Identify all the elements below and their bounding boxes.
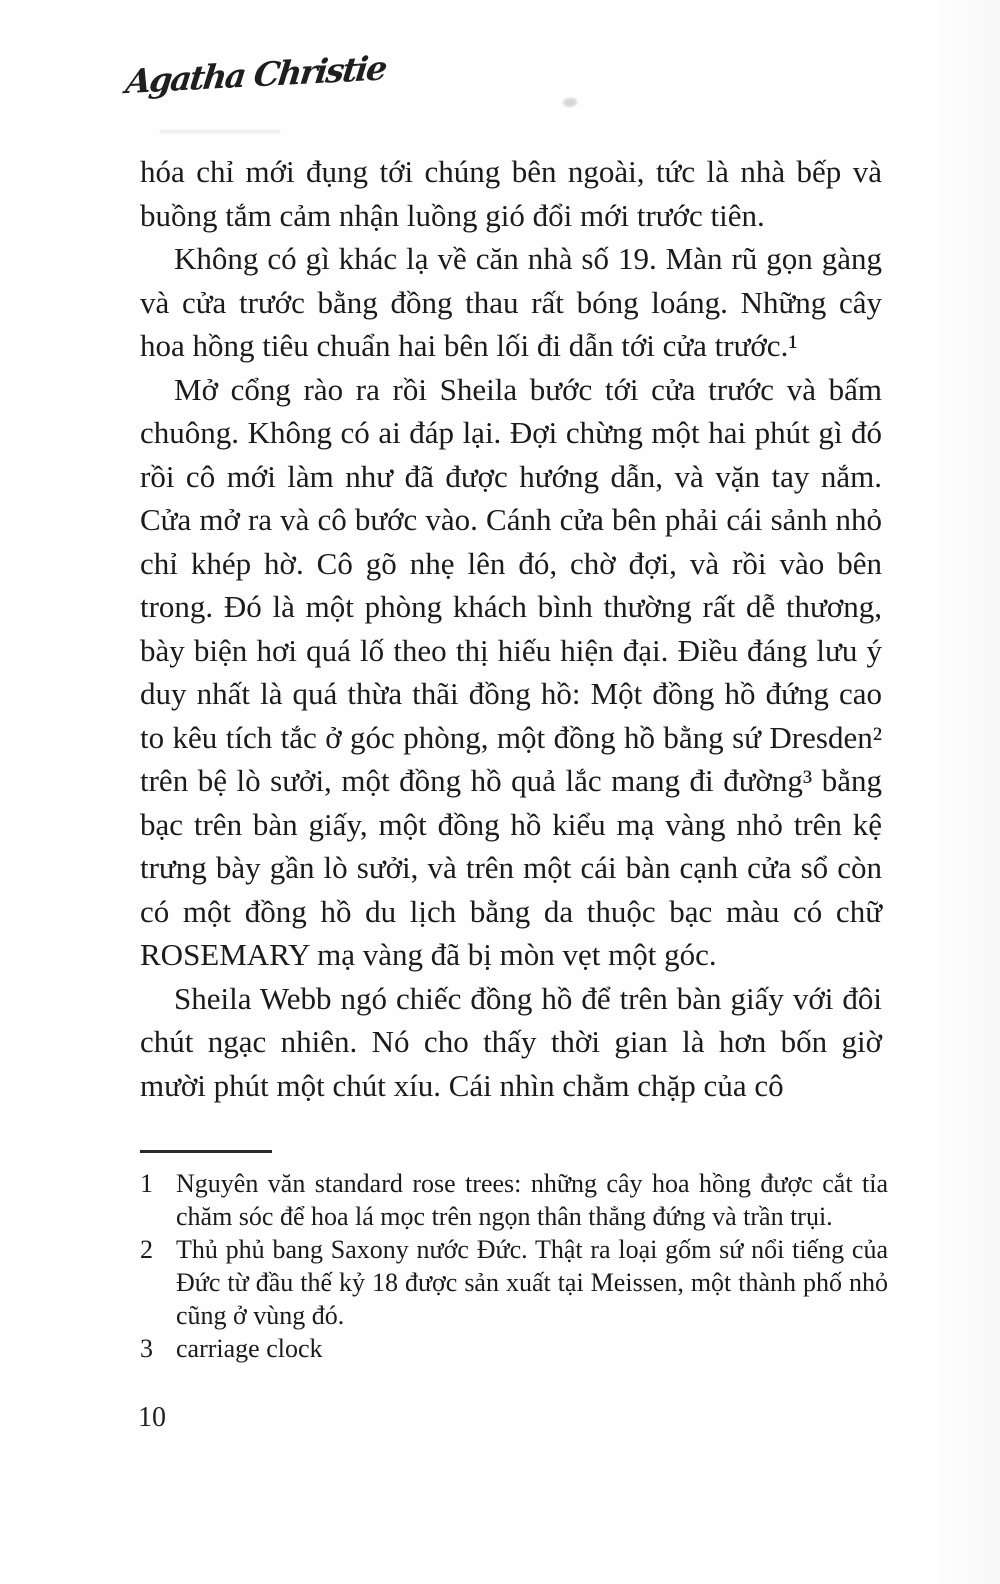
footnote-text: carriage clock — [176, 1334, 323, 1363]
footnote — [140, 1233, 888, 1332]
footnote-number: 1 — [140, 1169, 153, 1198]
footnote — [140, 1167, 888, 1233]
footnote-number: 3 — [140, 1334, 153, 1363]
paragraph: Sheila Webb ngó chiếc đồng hồ để trên bàn giấy với đôi chút ngạc nhiên. Nó cho thấy thời gian là hơn bốn giờ mười phút một chút xíu. Cái nhìn chằm chặp của cô — [140, 980, 882, 1103]
footnote-text: Nguyên văn standard rose trees: những cây hoa hồng được cắt tỉa chăm sóc để hoa lá mọc trên ngọn thân thẳng đứng và trần trụi. — [176, 1169, 888, 1231]
footnote-separator — [140, 1150, 272, 1153]
paragraph: Không có gì khác lạ về căn nhà số 19. Màn rũ gọn gàng và cửa trước bằng đồng thau rất bóng loáng. Những cây hoa hồng tiêu chuẩn hai bên lối đi dẫn tới cửa trước.¹ — [140, 241, 882, 363]
footnote-text: Thủ phủ bang Saxony nước Đức. Thật ra loại gốm sứ nổi tiếng của Đức từ đầu thế kỷ 18 được sản xuất tại Meissen, một thành phố nhỏ cũng ở vùng đó. — [176, 1235, 888, 1330]
body-text — [140, 150, 882, 1107]
scan-smudge — [160, 130, 280, 133]
footnote-number: 2 — [140, 1235, 153, 1264]
page-number: 10 — [138, 1402, 166, 1433]
paragraph-continuation: hóa chỉ mới đụng tới chúng bên ngoài, tức là nhà bếp và buồng tắm cảm nhận luồng gió đổi mới trước tiên. — [140, 154, 882, 233]
paragraph: Mở cổng rào ra rồi Sheila bước tới cửa trước và bấm chuông. Không có ai đáp lại. Đợi chừng một hai phút gì đó rồi cô mới làm như đã được hướng dẫn, và vặn tay nắm. Cửa mở ra và cô bước vào. Cánh cửa bên phải cái sảnh nhỏ chỉ khép hờ. Cô gõ nhẹ lên đó, chờ đợi, và rồi vào bên trong. Đó là một phòng khách bình thường rất dễ thương, bày biện hơi quá lố theo thị hiếu hiện đại. Điều đáng lưu ý duy nhất là quá thừa thãi đồng hồ: Một đồng hồ đứng cao to kêu tích tắc ở góc phòng, một đồng hồ bằng sứ Dresden² trên bệ lò sưởi, một đồng hồ quả lắc mang đi đường³ bằng bạc trên bàn giấy, một đồng hồ kiểu mạ vàng nhỏ trên kệ trưng bày gần lò sưởi, và trên một cái bàn cạnh cửa sổ còn có một đồng hồ du lịch bằng da thuộc bạc màu có chữ ROSEMARY mạ vàng đã bị mòn vẹt một góc. — [140, 371, 882, 972]
footnotes-section — [140, 1150, 888, 1365]
author-signature: Agatha Christie — [123, 48, 388, 102]
scan-smudge — [563, 98, 577, 107]
footnote — [140, 1332, 888, 1365]
